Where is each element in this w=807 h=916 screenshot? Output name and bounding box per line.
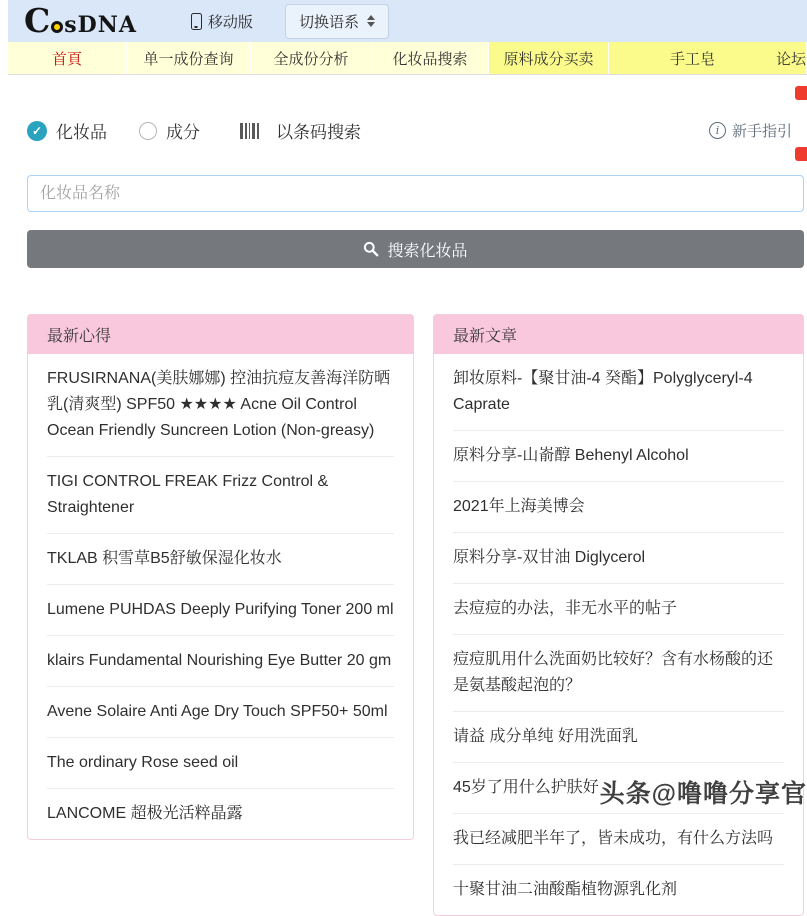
nav-item-label: 全成份分析 — [273, 50, 349, 68]
nav-item[interactable] — [489, 42, 609, 74]
nav-item-label: 单一成份查询 — [143, 50, 234, 68]
article-list-item[interactable]: 原料分享-双甘油 Diglycerol — [453, 532, 784, 583]
updown-arrows-icon — [367, 15, 375, 27]
latest-articles-title: 最新文章 — [434, 315, 803, 354]
watermark-text: 头条@噜噜分享官 — [599, 780, 807, 808]
mobile-version-link[interactable] — [191, 11, 253, 32]
option-ingredient-label: 成分 — [166, 123, 200, 142]
edge-marker — [795, 147, 807, 161]
language-switch-label: 切换语系 — [298, 13, 359, 31]
article-list-item[interactable]: 2021年上海美博会 — [453, 481, 784, 532]
search-input[interactable] — [27, 175, 804, 212]
article-list-item[interactable]: 痘痘肌用什么洗面奶比较好？含有水杨酸的还是氨基酸起泡的？ — [453, 634, 784, 711]
edge-marker — [795, 86, 807, 100]
review-list-item[interactable]: FRUSIRNANA(美肤娜娜) 控油抗痘友善海洋防晒乳(清爽型) SPF50 ★★★★ Acne Oil Control Ocean Friendly Suncreen Lotion (Non-greasy) — [47, 370, 391, 439]
option-cosmetic-label: 化妆品 — [56, 123, 107, 142]
article-list-item[interactable]: 我已经减肥半年了，皆未成功，有什么方法吗 — [453, 813, 784, 864]
search-button[interactable] — [27, 230, 804, 268]
beginner-guide-label: 新手指引 — [731, 123, 792, 140]
article-list-item[interactable]: 去痘痘的办法，非无水平的帖子 — [453, 583, 784, 634]
article-list-item[interactable]: 请益 成分单纯 好用洗面乳 — [453, 711, 784, 762]
review-list-item[interactable]: TKLAB 积雪草B5舒敏保湿化妆水 — [47, 533, 394, 584]
barcode-search-link[interactable] — [240, 118, 361, 143]
barcode-icon — [240, 123, 259, 139]
review-list-item[interactable]: LANCOME 超极光活粹晶露 — [47, 788, 394, 839]
logo-letter-c: C — [24, 1, 51, 40]
review-list-item[interactable]: TIGI CONTROL FREAK Frizz Control & Straightener — [47, 456, 394, 533]
latest-articles-panel — [433, 314, 804, 916]
nav-item-label: 手工皂 — [669, 50, 715, 68]
latest-reviews-panel — [27, 314, 414, 840]
review-list-item[interactable]: Lumene PUHDAS Deeply Purifying Toner 200 ml — [47, 584, 394, 635]
logo-letters: sDNA — [64, 12, 137, 38]
phone-icon — [191, 13, 202, 30]
logo-o-dot-icon — [51, 21, 63, 33]
article-list-item[interactable]: 45岁了用什么护肤好 — [453, 762, 784, 813]
main-nav — [8, 42, 807, 75]
info-icon: i — [709, 122, 726, 139]
nav-item[interactable] — [372, 42, 489, 74]
nav-item[interactable] — [8, 42, 127, 74]
nav-item-label: 原料成分买卖 — [503, 50, 594, 68]
nav-item-label: 化妆品搜索 — [392, 50, 468, 68]
nav-item[interactable] — [776, 42, 807, 74]
nav-item-label: 首頁 — [51, 50, 82, 68]
search-button-label: 搜索化妆品 — [387, 242, 468, 260]
option-cosmetic[interactable] — [27, 118, 107, 143]
nav-item[interactable] — [251, 42, 372, 74]
article-list-item[interactable]: 卸妆原料-【聚甘油-4 癸酯】Polyglyceryl-4 Caprate — [453, 370, 753, 413]
nav-item[interactable] — [609, 42, 776, 74]
latest-reviews-list — [28, 354, 413, 839]
latest-reviews-title: 最新心得 — [28, 315, 413, 354]
check-circle-icon: ✓ — [27, 121, 47, 141]
panels-row — [27, 314, 804, 916]
review-list-item[interactable]: The ordinary Rose seed oil — [47, 737, 394, 788]
latest-articles-list — [434, 354, 803, 915]
article-list-item[interactable]: 十聚甘油二油酸酯植物源乳化剂 — [453, 864, 784, 915]
nav-item-label: 论坛 — [775, 50, 806, 68]
beginner-guide-link[interactable] — [709, 120, 792, 141]
nav-item[interactable] — [127, 42, 251, 74]
top-header-bar — [8, 0, 807, 42]
review-list-item[interactable]: Avene Solaire Anti Age Dry Touch SPF50+ 50ml — [47, 686, 394, 737]
barcode-search-label: 以条码搜索 — [276, 123, 361, 142]
search-mode-row — [27, 118, 804, 143]
cosdna-logo[interactable] — [24, 1, 137, 40]
radio-unchecked-icon — [139, 122, 157, 140]
language-switch-button[interactable] — [285, 4, 389, 39]
option-ingredient[interactable] — [139, 118, 200, 143]
article-list-item[interactable]: 原料分享-山嵛醇 Behenyl Alcohol — [453, 430, 784, 481]
magnifier-icon — [363, 241, 379, 257]
mobile-version-label: 移动版 — [207, 13, 253, 31]
review-list-item[interactable]: klairs Fundamental Nourishing Eye Butter 20 gm — [47, 635, 394, 686]
